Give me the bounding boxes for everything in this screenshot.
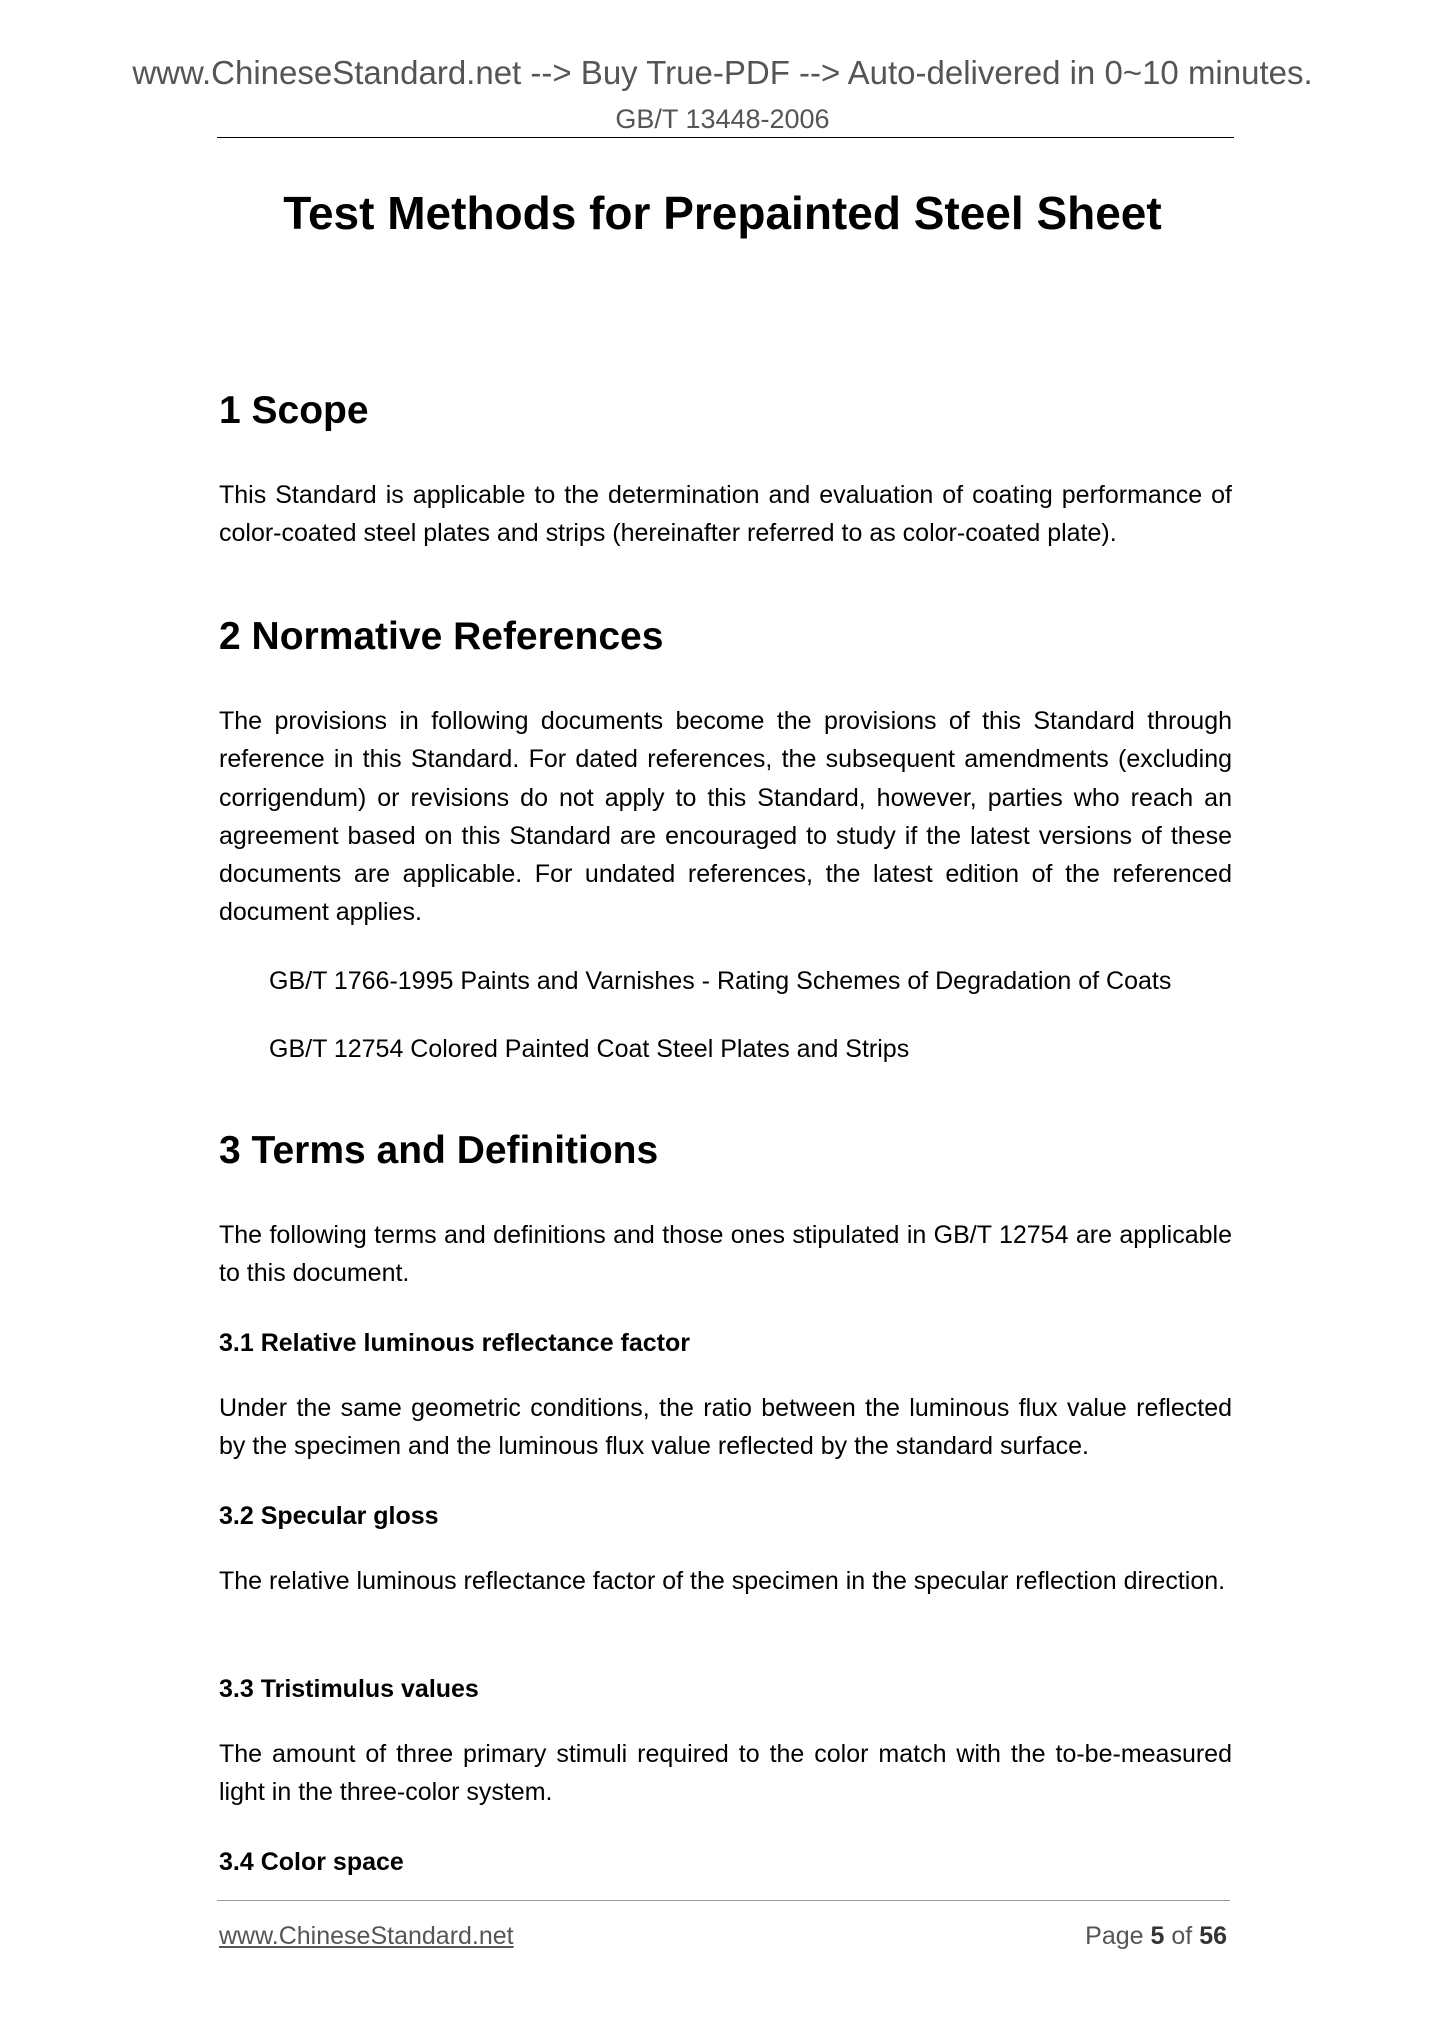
- page-current: 5: [1150, 1922, 1165, 1950]
- term-definition: The amount of three primary stimuli required to the color match with the to-be-measured light in the three-color system.: [219, 1740, 1232, 1807]
- section-normative-paragraph: The provisions in following documents become the provisions of this Standard through reference in this Standard. For dated references, the subsequent amendments (excluding corrigendum) or revisions do not apply to this Standard, however, parties who reach an agreement based on this Standard are encouraged to study if the latest versions of these documents are applicable. For undated references, the latest edition of the referenced document applies.: [219, 707, 1232, 927]
- section-terms-intro: The following terms and definitions and those ones stipulated in GB/T 12754 are applicable to this document.: [219, 1221, 1232, 1288]
- header-divider: [217, 137, 1234, 138]
- reference-item: GB/T 12754 Colored Painted Coat Steel Plates and Strips: [269, 1035, 910, 1063]
- page-label: Page: [1085, 1922, 1144, 1950]
- term-heading: 3.3 Tristimulus values: [219, 1675, 479, 1703]
- reference-item: GB/T 1766-1995 Paints and Varnishes - Rating Schemes of Degradation of Coats: [269, 967, 1172, 995]
- page-number: [1085, 1924, 1227, 1949]
- page-of: of: [1171, 1922, 1193, 1950]
- term-heading: 3.4 Color space: [219, 1848, 404, 1876]
- page-total: 56: [1199, 1922, 1227, 1950]
- document-title: Test Methods for Prepainted Steel Sheet: [283, 187, 1162, 239]
- section-normative-heading: 2 Normative References: [219, 615, 664, 658]
- footer-site-link[interactable]: www.ChineseStandard.net: [219, 1922, 514, 1950]
- term-heading: 3.1 Relative luminous reflectance factor: [219, 1329, 691, 1357]
- section-terms-heading: 3 Terms and Definitions: [219, 1129, 659, 1172]
- term-definition: Under the same geometric conditions, the ratio between the luminous flux value reflected by the specimen and the luminous flux value reflected by the standard surface.: [219, 1394, 1232, 1461]
- header-banner: www.ChineseStandard.net --> Buy True-PDF --> Auto-delivered in 0~10 minutes.: [132, 54, 1313, 91]
- term-heading: 3.2 Specular gloss: [219, 1502, 439, 1530]
- footer-divider: [217, 1900, 1230, 1901]
- section-scope-heading: 1 Scope: [219, 389, 369, 432]
- term-definition: The relative luminous reflectance factor of the specimen in the specular reflection direction.: [219, 1567, 1226, 1595]
- section-scope-paragraph: This Standard is applicable to the determination and evaluation of coating performance of color-coated steel plates and strips (hereinafter referred to as color-coated plate).: [219, 481, 1232, 548]
- header-standard-code: GB/T 13448-2006: [615, 104, 830, 134]
